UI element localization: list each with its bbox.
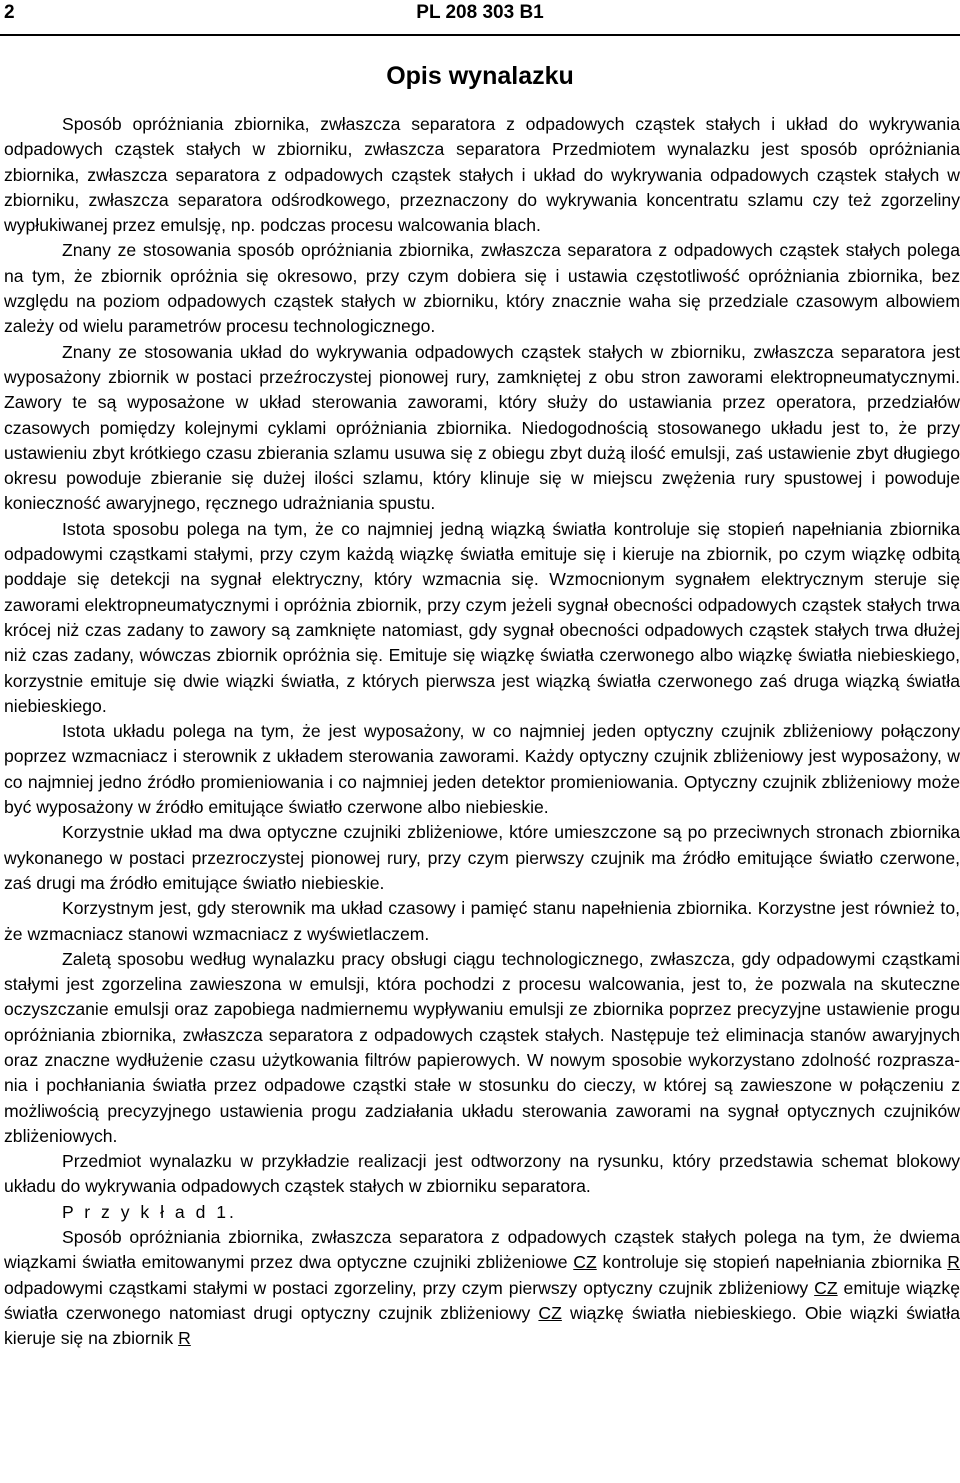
- example-text-part-3: odpadowymi cząstkami stałymi w postaci zgorzeliny, przy czym pierwszy optyczny czujnik zbliżeniowy: [4, 1277, 815, 1298]
- paragraph-two-sensors: Korzystnie układ ma dwa optyczne czujniki zbliżeniowe, które umieszczone są po przeciwnych stronach zbiornika wykonanego w postaci przezroczystej pionowej rury, przy czym pierwszy czujnik ma źródło emitujące światło czerwone, zaś drugi ma źródło emitujące światło niebieskie.: [4, 822, 960, 893]
- paragraph-advantages: Zaletą sposobu według wynalazku pracy obsługi ciągu technologicznego, zwłaszcza, gdy odpadowymi cząstkami stałymi jest zgorzelina zawieszona w emulsji, która pochodzi z procesu walcowania, jest to, że pozwala na skuteczne oczyszczanie emulsji oraz zapobiega nadmiernemu wypływaniu emulsji ze zbiornika poprzez precyzyjne ustawienie progu opróżniania zbiornika, zwłaszcza separatora z odpadowych cząstek stałych. Następuje też eliminacja stanów awaryjnych oraz znaczne wydłużenie czasu użytkowania filtrów papierowych. W nowym sposobie wykorzystano zdolność rozpraszania i pochłaniania światła przez odpadowe cząstki stałe w stosunku do cieczy, w której są zawieszone w połączeniu z możliwością precyzyjnego ustawienia progu zadziałania układu sterowania zaworami na sygnał optycznych czujników zbliżeniowych.: [4, 948, 960, 1146]
- example-text-part-5: wiązkę światła niebieskiego. Obie wiązki światła kieruje się na zbiornik: [4, 1302, 960, 1349]
- reference-sign-cz: CZ: [573, 1252, 597, 1273]
- example-heading: P r z y k ł a d 1.: [62, 1201, 237, 1222]
- paragraph-drawing-reference: Przedmiot wynalazku w przykładzie realizacji jest odtworzony na rysunku, który przedstawia schemat blokowy układu do wykrywania odpadowych cząstek stałych w zbiorniku separatora.: [4, 1151, 960, 1197]
- reference-sign-r: R: [947, 1252, 960, 1273]
- paragraph-known-system: Znany ze stosowania układ do wykrywania odpadowych cząstek stałych w zbiorniku, zwłaszcza separatora jest wyposażony zbiornik w postaci przeźroczystej pionowej rury, zamkniętej z obu stron zaworami elektropneumatycznymi. Zawory te są wyposażone w układ sterowania zaworami, który służy do ustawiania przez operatora, przedziałów czasowych pomiędzy kolejnymi cyklami opróżniania zbiornika. Niedogodnością stosowanego układu jest to, że przy ustawieniu zbyt krótkiego czasu zbierania szlamu usuwa się z obiegu zbyt dużą ilość emulsji, zaś ustawienie zbyt długiego okresu powoduje zbieranie się dużej ilości szlamu, który klinuje się w miejscu zwężenia rury spustowej i powoduje konieczność awaryjnego, ręcznego udrażniania spustu.: [4, 341, 960, 514]
- page-number: 2: [4, 2, 15, 23]
- example-text-part-4: emituje wiązkę światła czerwonego natomiast drugi optyczny czujnik zbliżeniowy: [4, 1277, 960, 1323]
- example-text-part-1: Sposób opróżniania zbiornika, zwłaszcza separatora z odpadowych cząstek stałych polega na tym, że dwiema wiązkami światła emitowanymi przez dwa optyczne czujniki zbliżeniowe: [4, 1227, 960, 1273]
- reference-sign-r: R: [178, 1328, 191, 1349]
- reference-sign-cz: CZ: [538, 1302, 562, 1323]
- document-body: [4, 112, 960, 1352]
- paragraph-controller: Korzystnym jest, gdy sterownik ma układ czasowy i pamięć stanu napełnienia zbiornika. Korzystne jest również to, że wzmacniacz stanowi wzmacniacz z wyświetlaczem.: [4, 898, 960, 944]
- paragraph-intro: Sposób opróżniania zbiornika, zwłaszcza separatora z odpadowych cząstek stałych i układ do wykrywania odpadowych cząstek stałych w zbiorniku, zwłaszcza separatora Przedmiotem wynalazku jest sposób opróżniania zbiornika, zwłaszcza separatora z odpadowych cząstek stałych i układ do wykrywania odpadowych cząstek stałych w zbiorniku, zwłaszcza separatora odśrodkowego, przeznaczony do wykrywania koncentratu szlamu czy też zgorzeliny wypłukiwanej przez emulsję, np. podczas procesu walcowania blach.: [4, 114, 960, 236]
- page-header: [0, 0, 960, 36]
- paragraph-example-1: [4, 1225, 960, 1351]
- reference-sign-cz: CZ: [814, 1277, 838, 1298]
- paragraph-method-essence: Istota sposobu polega na tym, że co najmniej jedną wiązką światła kontroluje się stopień napełniania zbiornika odpadowymi cząstkami stałymi, przy czym każdą wiązkę światła emituje się i kieruje na zbiornik, po czym wiązkę odbitą poddaje się detekcji na sygnał elektryczny, który wzmacnia się. Wzmocnionym sygnałem elektrycznym steruje się zaworami elektropneumatycznymi i opróżnia zbiornik, przy czym jeżeli sygnał obecności odpadowych cząstek stałych trwa krócej niż czas zadany to zawory są zamknięte natomiast, gdy sygnał obecności odpadowych cząstek stałych trwa dłużej niż czas zadany, wówczas zbiornik opróżnia się. Emituje się wiązkę światła czerwonego albo wiązkę światła niebieskiego, korzystnie emituje się dwie wiązki światła, z których pierwsza jest wiązką światła czerwonego zaś druga wiązką światła niebieskiego.: [4, 518, 960, 716]
- paragraph-system-essence: Istota układu polega na tym, że jest wyposażony, w co najmniej jeden optyczny czujnik zbliżeniowy połączony poprzez wzmacniacz i sterownik z układem sterowania zaworami. Każdy optyczny czujnik zbliżeniowy jest wyposażony, w co najmniej jedno źródło promieniowania i co najmniej jeden detektor promieniowania. Optyczny czujnik zbliżeniowy może być wyposażony w źródło emitujące światło czerwone albo niebieskie.: [4, 721, 960, 818]
- paragraph-known-method: Znany ze stosowania sposób opróżniania zbiornika, zwłaszcza separatora z odpadowych cząstek stałych polega na tym, że zbiornik opróżnia się okresowo, przy czym dobiera się i ustawia częstotliwość opróżniania zbiornika, bez względu na poziom odpadowych cząstek stałych w zbiorniku, który znacznie waha się przedziale czasowym albowiem zależy od wielu parametrów procesu technologicznego.: [4, 240, 960, 337]
- section-title: Opis wynalazku: [386, 62, 574, 90]
- patent-number: PL 208 303 B1: [416, 2, 544, 23]
- example-text-part-2: kontroluje się stopień napełniania zbiornika: [596, 1252, 948, 1273]
